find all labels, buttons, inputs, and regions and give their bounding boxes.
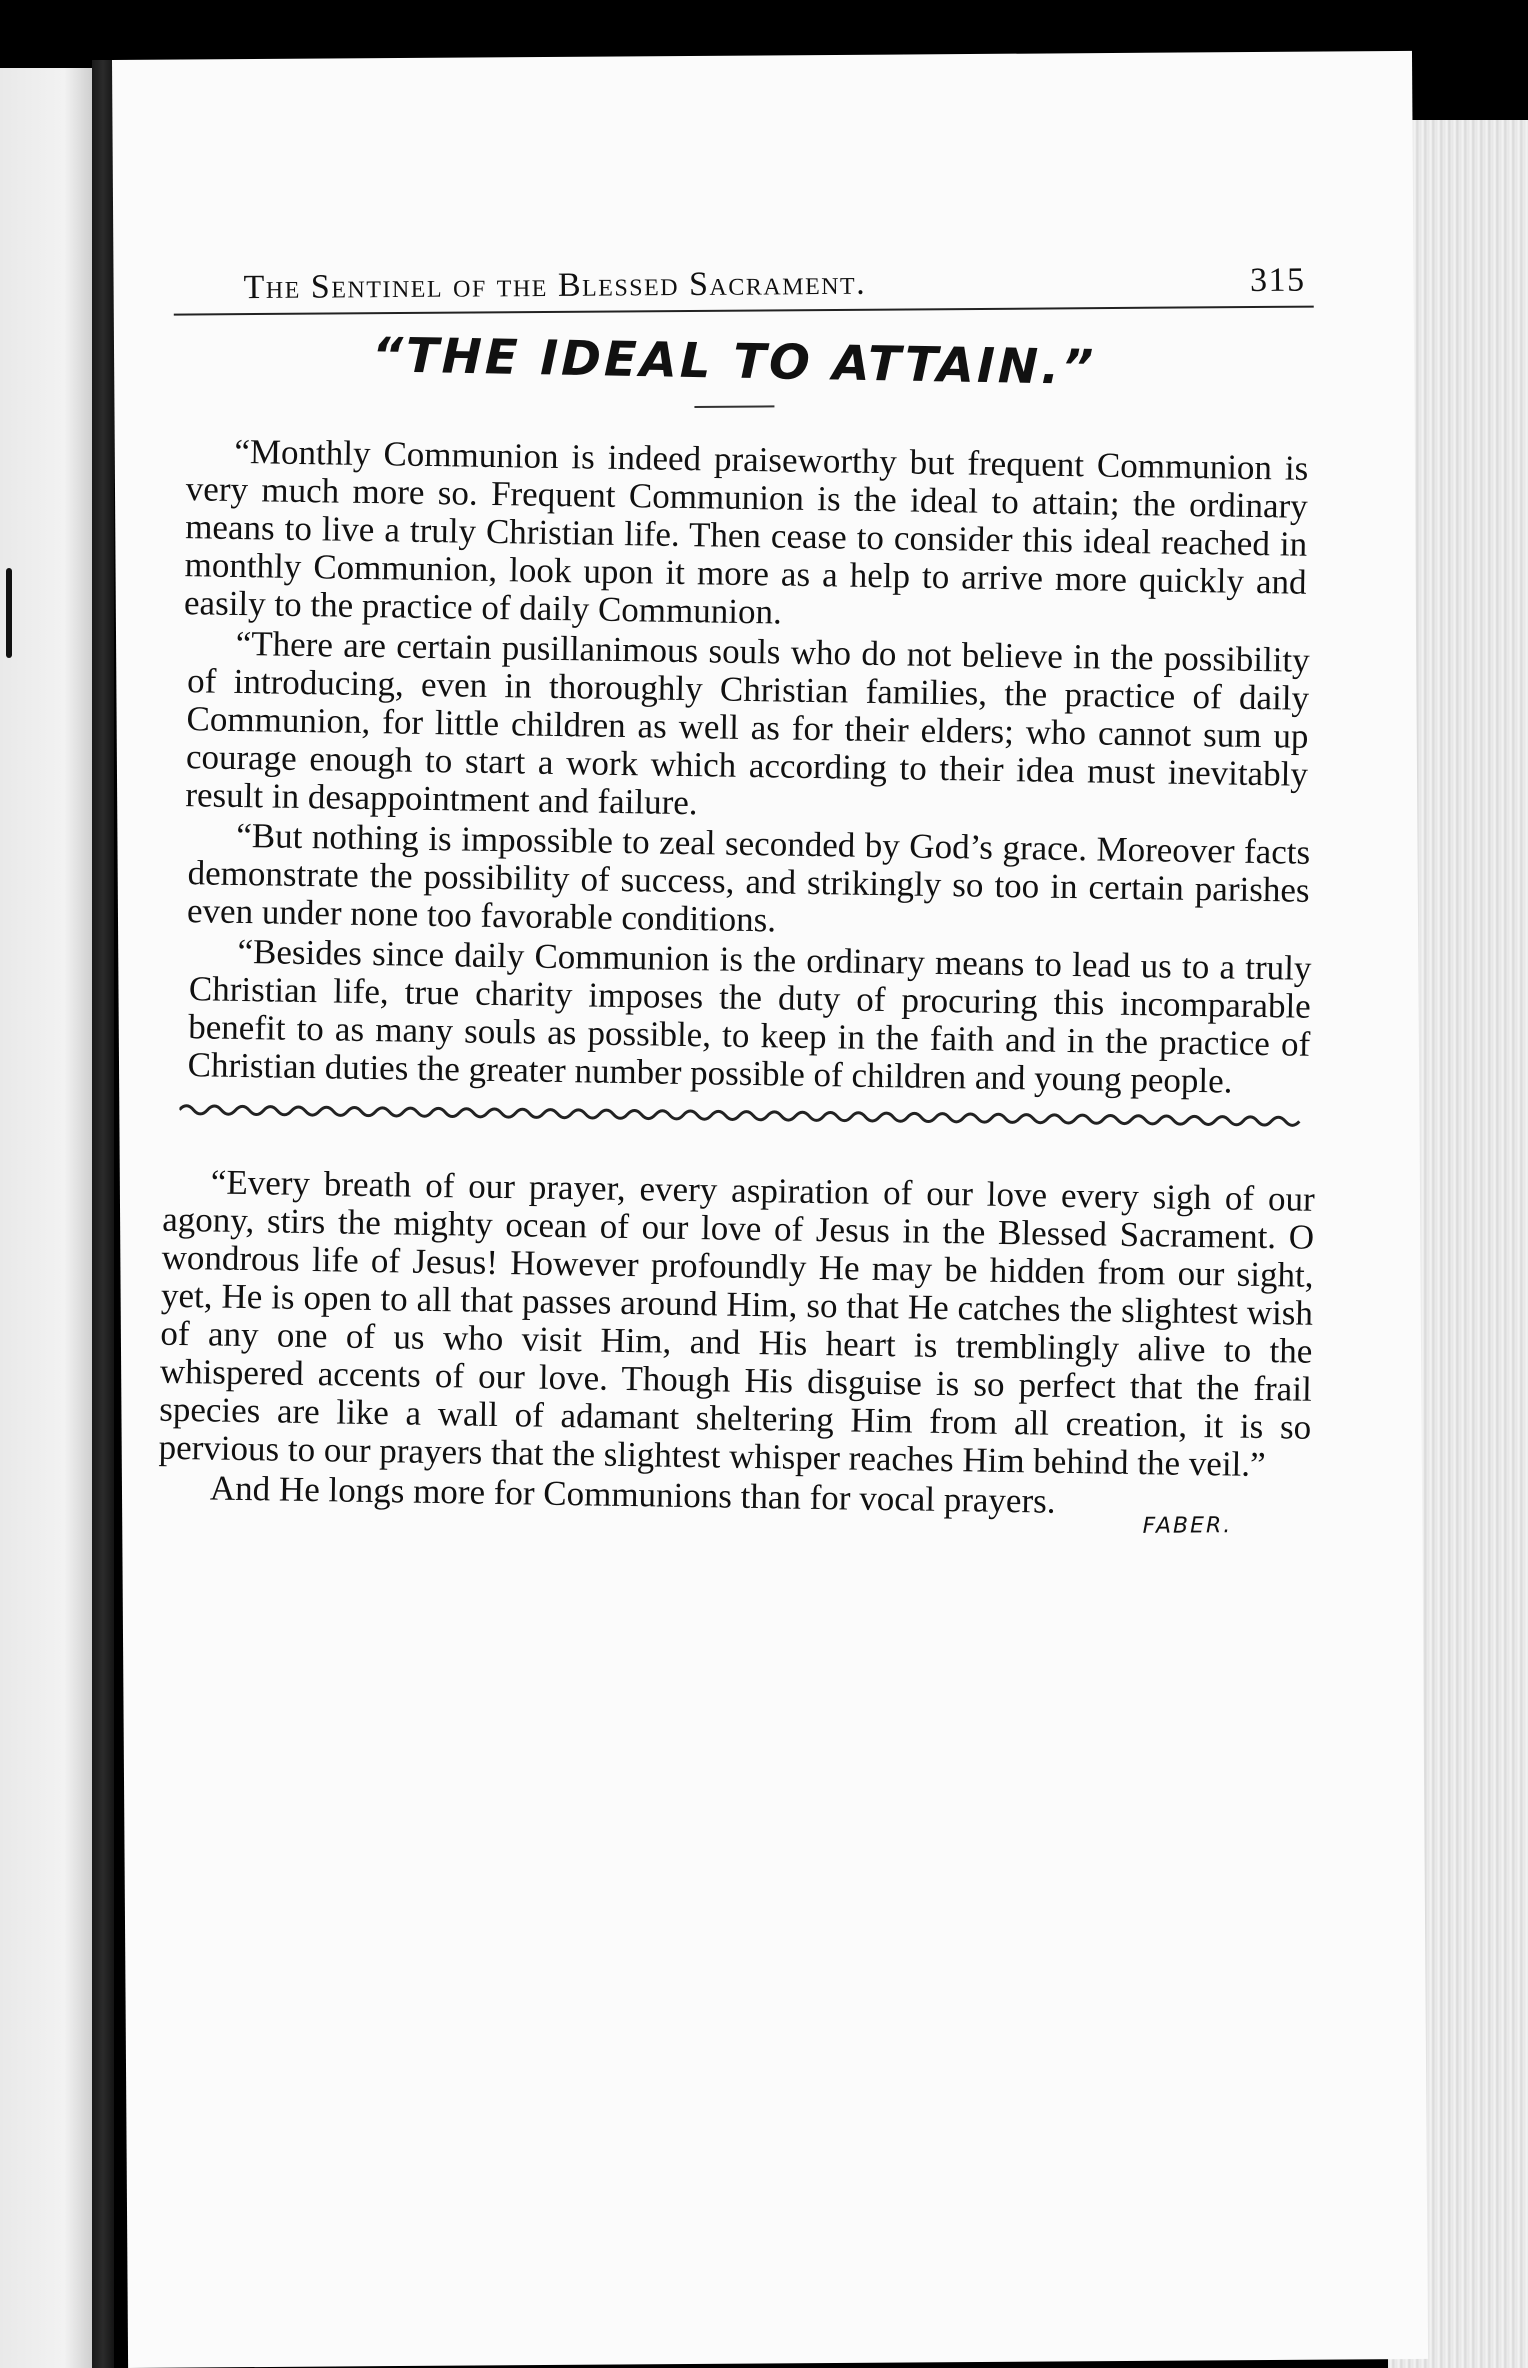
article-paragraph: “Besides since daily Communion is the ordinary means to lead us to a truly Christian life, true charity imposes the duty of procuring this incomparable benefit to as many souls as possible, to keep in the faith and in the practice of Christian duties the greater number possible of children and young people. xyxy=(187,931,1312,1101)
page-content xyxy=(153,262,1322,1546)
quote-paragraph: “Every breath of our prayer, every aspiration of our love every sigh of our agony, stirs the mighty ocean of our love of Jesus in the Blessed Sacrament. O wondrous life of Jesus! However profoundly He may be hidden from our sight, yet, He is open to all that passes around Him, so that He catches the slightest wish of any one of us who visit Him, and His heart is tremblingly alive to the whispered accents of our love. Though His disguise is so perfect that the frail species are like a wall of adamant sheltering Him from all creation, it is so pervious to our prayers that the slightest whisper reaches Him behind the veil.” xyxy=(158,1162,1316,1485)
book-page xyxy=(112,51,1428,2368)
article-body xyxy=(155,424,1320,1101)
binding-gutter xyxy=(92,60,114,2368)
article-title: “THE IDEAL TO ATTAIN.” xyxy=(371,327,1097,396)
previous-page-edge xyxy=(0,68,92,2368)
quote-paragraph: And He longs more for Communions than for vocal prayers. xyxy=(209,1468,1056,1521)
page-number: 315 xyxy=(1249,261,1306,300)
page-edge-mark xyxy=(6,568,12,658)
running-title: The Sentinel of the Blessed Sacrament. xyxy=(243,264,867,307)
article-paragraph: “There are certain pusillanimous souls who do not believe in the possibility of introducing, even in thoroughly Christian families, the practice of daily Communion, for little children as well as for their elders; who cannot sum up courage enough to start a work which according to their idea must inevitably result in desappointment and failure. xyxy=(185,623,1310,823)
faber-quote xyxy=(160,1155,1323,1546)
wavy-divider xyxy=(179,1098,1309,1134)
running-header xyxy=(173,262,1313,316)
article-paragraph: “But nothing is impossible to zeal seconded by God’s grace. Moreover facts demonstrate the possibility of success, and strikingly so too in certain parishes even under none too favorable conditions. xyxy=(186,815,1311,940)
quote-attribution: FABER. xyxy=(1142,1513,1233,1539)
title-rule xyxy=(694,405,774,408)
article-paragraph: “Monthly Communion is indeed praiseworthy but frequent Communion is very much more so. Frequent Communion is the ideal to attain; the ordinary means to live a truly Christian life. Then cease to consider this ideal reached in monthly Communion, look upon it more as a help to arrive more quickly and easily to the practice of daily Communion. xyxy=(183,431,1309,632)
